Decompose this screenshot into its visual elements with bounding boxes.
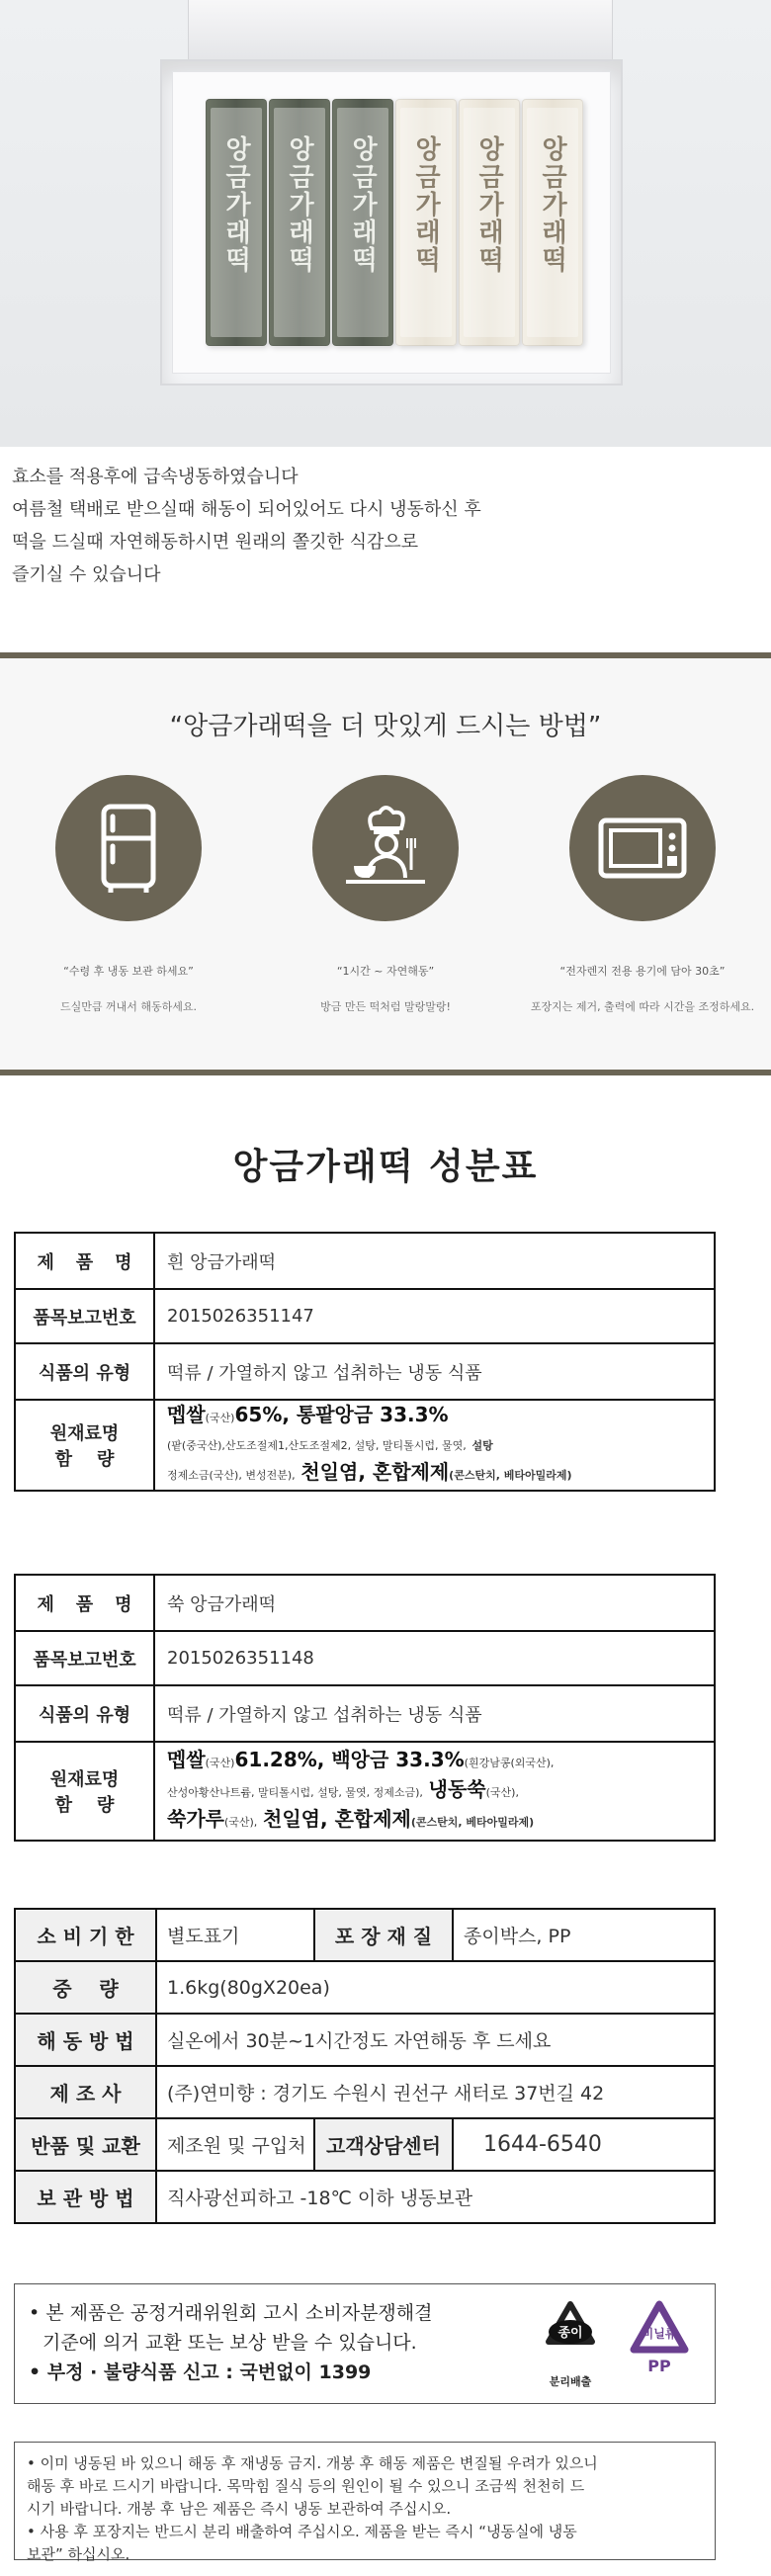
thaw-method-value: 실온에서 30분~1시간정도 자연해동 후 드세요: [156, 2014, 715, 2066]
food-type-label: 식품의 유형: [15, 1685, 154, 1742]
recycle-icon: [618, 2298, 701, 2377]
food-type-label: 식품의 유형: [15, 1343, 154, 1400]
svg-text:비닐류: 비닐류: [642, 2327, 677, 2341]
consumer-notice: [14, 2283, 716, 2404]
product2-spec-table: [14, 1574, 716, 1842]
pack-label: 앙금가래떡: [220, 135, 251, 274]
chef-icon: [336, 799, 435, 898]
return-label: 반품 및 교환: [15, 2118, 156, 2171]
customer-center-phone: 1644-6540: [453, 2118, 715, 2171]
intro-line: 즐기실 수 있습니다: [12, 564, 161, 585]
notice-line: • 본 제품은 공정거래위원회 고시 소비자분쟁해결: [29, 2302, 433, 2324]
packaging-label: 포 장 재 질: [314, 1909, 453, 1961]
refrigerator-icon: [79, 799, 178, 898]
intro-text: [12, 461, 743, 591]
gift-box: [160, 59, 623, 386]
paper-recycle-mark: 종이 분리배출: [529, 2298, 612, 2389]
method-caption: “수령 후 냉동 보관 하세요”: [63, 965, 194, 978]
method-caption: “1시간 ~ 자연해동”: [336, 965, 435, 978]
rice-cake-pack: [332, 99, 393, 346]
packaging-value: 종이박스, PP: [453, 1909, 715, 1961]
method-subcaption: 방금 만든 떡처럼 말랑말랑!: [320, 1000, 451, 1013]
ingredients-value: 멥쌀(국산)65%, 통팥앙금 33.3% (팥(중국산),산도조절제1,산도조절제2, 설탕, 말티톨시럽, 물엿, 설탕 정제소금(국산), 변성전분), 천일염, 혼합제제(콘스탄치, 베타아밀라제): [154, 1400, 715, 1491]
notice-line: 보관” 하십시오.: [27, 2545, 130, 2563]
rice-cake-pack: [459, 99, 520, 346]
pack-label: 앙금가래떡: [473, 135, 504, 274]
vinyl-recycle-mark: [618, 2298, 701, 2389]
notice-line: 기준에 의거 교환 또는 보상 받을 수 있습니다.: [43, 2332, 417, 2354]
food-type-value: 떡류 / 가열하지 않고 섭취하는 냉동 식품: [154, 1343, 715, 1400]
serving-method-section: [0, 658, 771, 1073]
section-divider: [0, 1070, 771, 1075]
method-item-freeze: [0, 775, 257, 1014]
product-name-value: 쑥 앙금가래떡: [154, 1575, 715, 1631]
thaw-method-label: 해 동 방 법: [15, 2014, 156, 2066]
microwave-icon: [593, 799, 692, 898]
manufacturer-value: (주)연미향 : 경기도 수원시 권선구 새터로 37번길 42: [156, 2066, 715, 2118]
method-item-microwave: [514, 775, 771, 1014]
expiry-value: 별도표기: [156, 1909, 314, 1961]
manufacturer-label: 제 조 사: [15, 2066, 156, 2118]
method-title: “앙금가래떡을 더 맛있게 드시는 방법”: [169, 712, 602, 741]
storage-label: 보 관 방 법: [15, 2171, 156, 2223]
svg-text:PP: PP: [647, 2357, 671, 2375]
method-subcaption: 포장지는 제거, 출력에 따라 시간을 조정하세요.: [530, 1000, 755, 1013]
pack-label: 앙금가래떡: [347, 135, 378, 274]
product-photo: [0, 0, 771, 447]
report-number-label: 품목보고번호: [15, 1289, 154, 1343]
method-subcaption: 드실만큼 꺼내서 해동하세요.: [59, 1000, 197, 1013]
rice-cake-pack: [395, 99, 457, 346]
notice-line: • 이미 냉동된 바 있으니 해동 후 재냉동 금지. 개봉 후 해동 제품은 변질될 우려가 있으니: [27, 2454, 598, 2472]
report-number-value: 2015026351148: [154, 1631, 715, 1685]
intro-line: 효소를 적용후에 급속냉동하였습니다: [12, 467, 299, 487]
weight-value: 1.6kg(80gX20ea): [156, 1961, 715, 2014]
intro-line: 떡을 드실때 자연해동하시면 원래의 쫄깃한 식감으로: [12, 532, 419, 553]
report-number-value: 2015026351147: [154, 1289, 715, 1343]
notice-line: 해동 후 바로 드시기 바랍니다. 목막힘 질식 등의 원인이 될 수 있으니 조금씩 천천히 드: [27, 2477, 585, 2495]
ingredients-label: 원재료명 함 량: [15, 1400, 154, 1491]
expiry-label: 소 비 기 한: [15, 1909, 156, 1961]
intro-line: 여름철 택배로 받으실때 해동이 되어있어도 다시 냉동하신 후: [12, 499, 481, 520]
notice-line: 시기 바랍니다. 개봉 후 남은 제품은 즉시 냉동 보관하여 주십시오.: [27, 2500, 452, 2518]
notice-line: • 사용 후 포장지는 반드시 분리 배출하여 주십시오. 제품을 받는 즉시 “냉동실에 냉동: [27, 2523, 577, 2540]
rice-cake-pack: [522, 99, 583, 346]
report-number-label: 품목보고번호: [15, 1631, 154, 1685]
ingredients-label: 원재료명 함 량: [15, 1742, 154, 1841]
pack-label: 앙금가래떡: [537, 135, 567, 274]
rice-cake-pack: [206, 99, 267, 346]
storage-value: 직사광선피하고 -18℃ 이하 냉동보관: [156, 2171, 715, 2223]
svg-text:종이: 종이: [557, 2326, 583, 2341]
method-item-thaw: [257, 775, 514, 1014]
product-name-value: 흰 앙금가래떡: [154, 1233, 715, 1289]
product-name-label: 제 품 명: [37, 1593, 132, 1615]
storage-notice: [14, 2442, 716, 2563]
product-name-label: 제 품 명: [37, 1251, 132, 1273]
return-value: 제조원 및 구입처: [156, 2118, 314, 2171]
customer-center-label: 고객상담센터: [314, 2118, 453, 2171]
product-info-table: [14, 1908, 716, 2224]
product1-spec-table: [14, 1232, 716, 1492]
food-type-value: 떡류 / 가열하지 않고 섭취하는 냉동 식품: [154, 1685, 715, 1742]
method-caption: “전자렌지 전용 용기에 담아 30초”: [559, 965, 726, 978]
recycle-icon: [529, 2298, 612, 2367]
pack-label: 앙금가래떡: [284, 135, 314, 274]
ingredients-value: 멥쌀(국산)61.28%, 백앙금 33.3%(흰강남콩(외국산), 산성아황산나트륨, 말티톨시럽, 설탕, 물엿, 정제소금), 냉동쑥(국산), 쑥가루(국산), 천일염, 혼합제제(콘스탄치, 베타아밀라제): [154, 1742, 715, 1841]
spec-title: 앙금가래떡 성분표: [232, 1147, 539, 1187]
rice-cake-pack: [269, 99, 330, 346]
report-hotline: • 부정 · 불량식품 신고 : 국번없이 1399: [29, 2361, 372, 2383]
pack-label: 앙금가래떡: [410, 135, 441, 274]
weight-label: 중 량: [15, 1961, 156, 2014]
